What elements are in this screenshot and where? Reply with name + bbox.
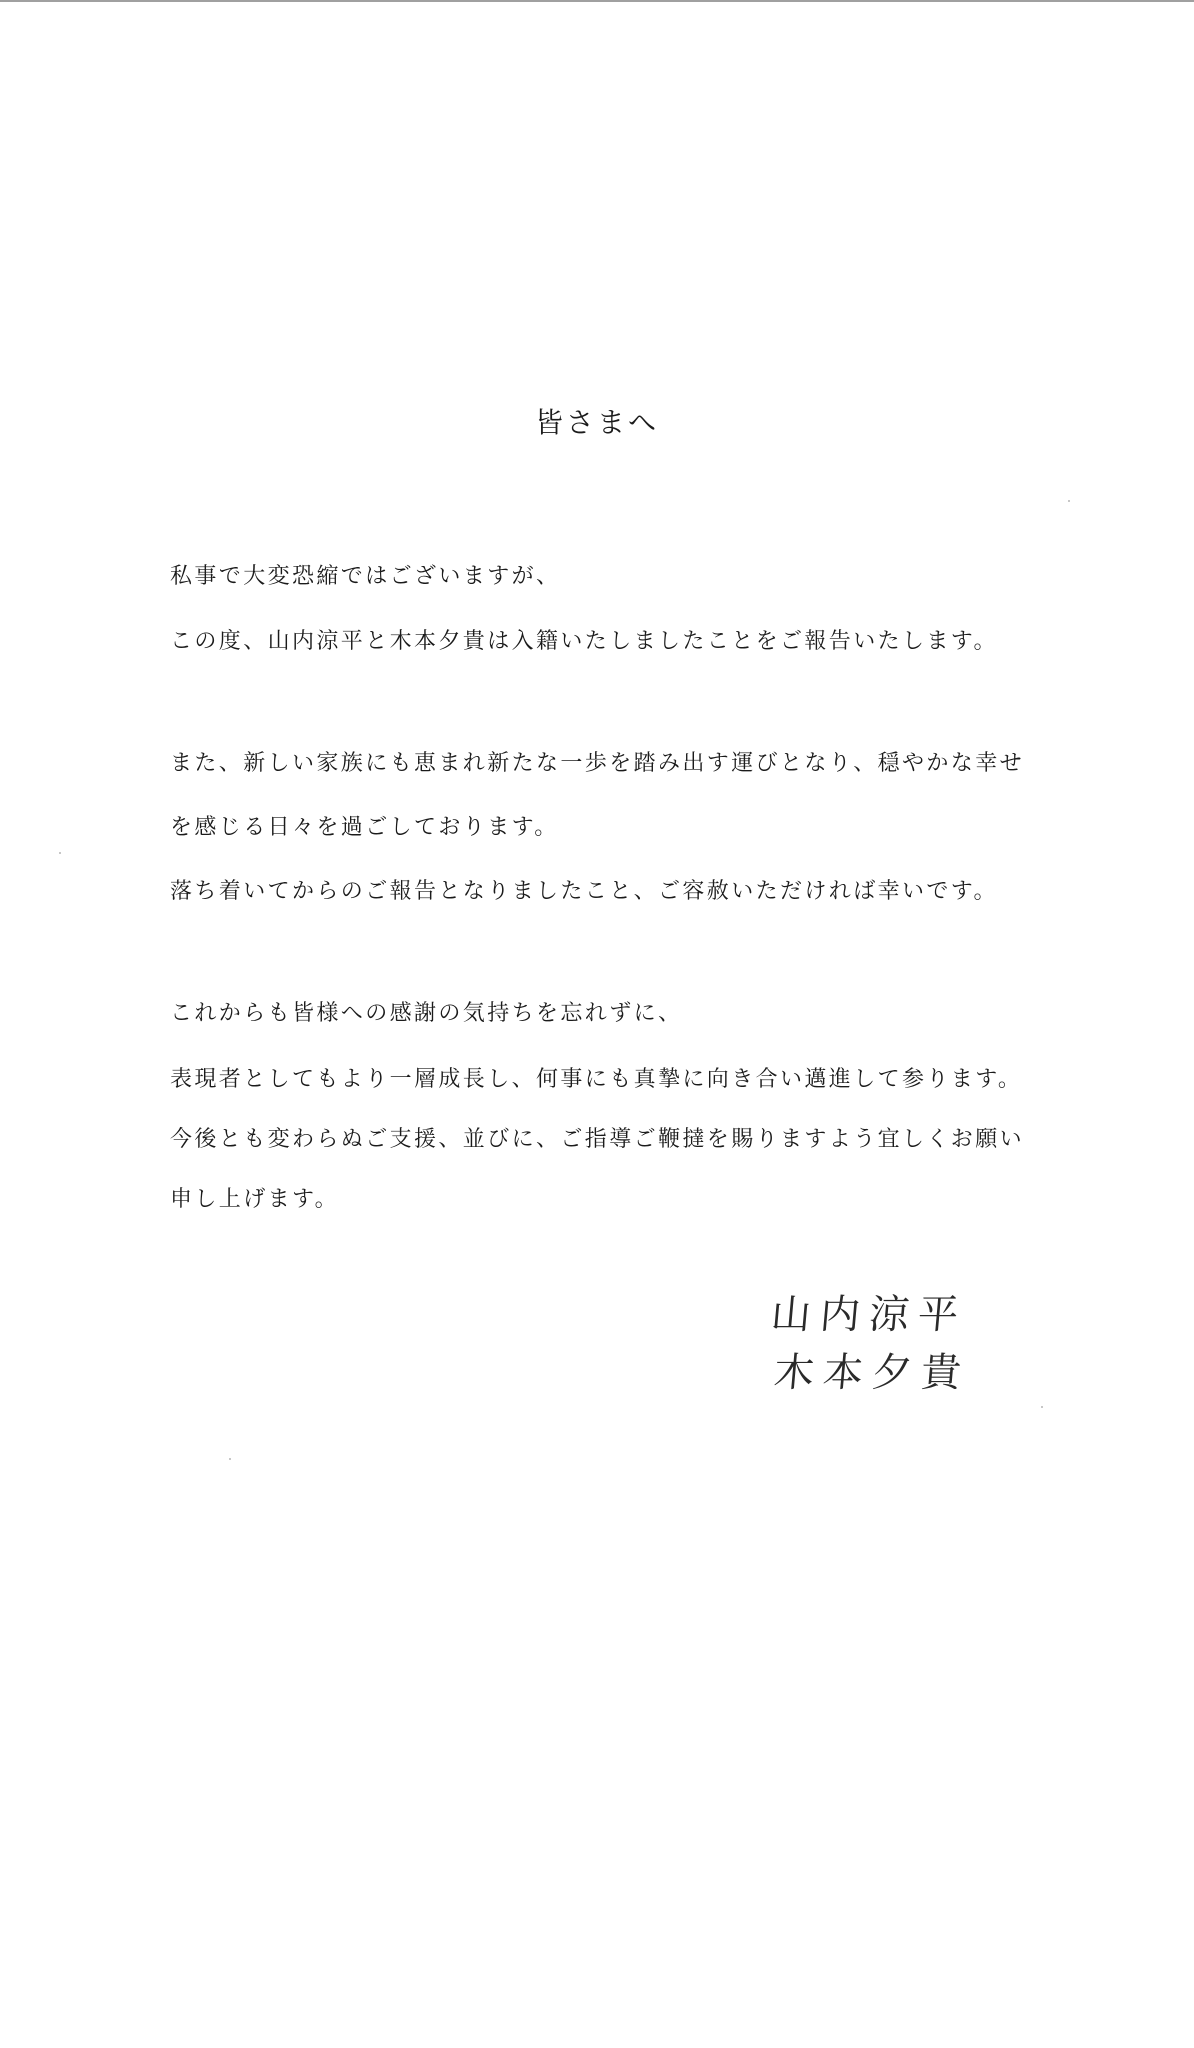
paragraph-line: これからも皆様への感謝の気持ちを忘れずに、 [170, 1001, 683, 1026]
paragraph-line: 表現者としてもより一層成長し、何事にも真摯に向き合い邁進して参ります。 [170, 1067, 1023, 1092]
paragraph-line: 今後とも変わらぬご支援、並びに、ご指導ご鞭撻を賜りますよう宜しくお願い [170, 1127, 1025, 1152]
paragraph-line: を感じる日々を過ごしております。 [170, 815, 559, 840]
paragraph-line: この度、山内涼平と木本夕貴は入籍いたしましたことをご報告いたします。 [170, 629, 998, 654]
paragraph-line: 落ち着いてからのご報告となりましたこと、ご容赦いただければ幸いです。 [170, 879, 998, 904]
signature-name: 木本夕貴 [771, 1350, 973, 1396]
paragraph-line: 申し上げます。 [170, 1187, 340, 1212]
letter-title: 皆さまへ [534, 406, 659, 439]
scan-speck [229, 1458, 231, 1460]
scan-speck [1068, 500, 1070, 502]
signature-name: 山内涼平 [768, 1292, 970, 1338]
paragraph-line: 私事で大変恐縮ではございますが、 [170, 564, 561, 589]
scan-speck [1041, 1406, 1043, 1408]
paragraph-line: また、新しい家族にも恵まれ新たな一歩を踏み出す運びとなり、穏やかな幸せ [170, 751, 1025, 776]
scan-speck [59, 852, 61, 854]
